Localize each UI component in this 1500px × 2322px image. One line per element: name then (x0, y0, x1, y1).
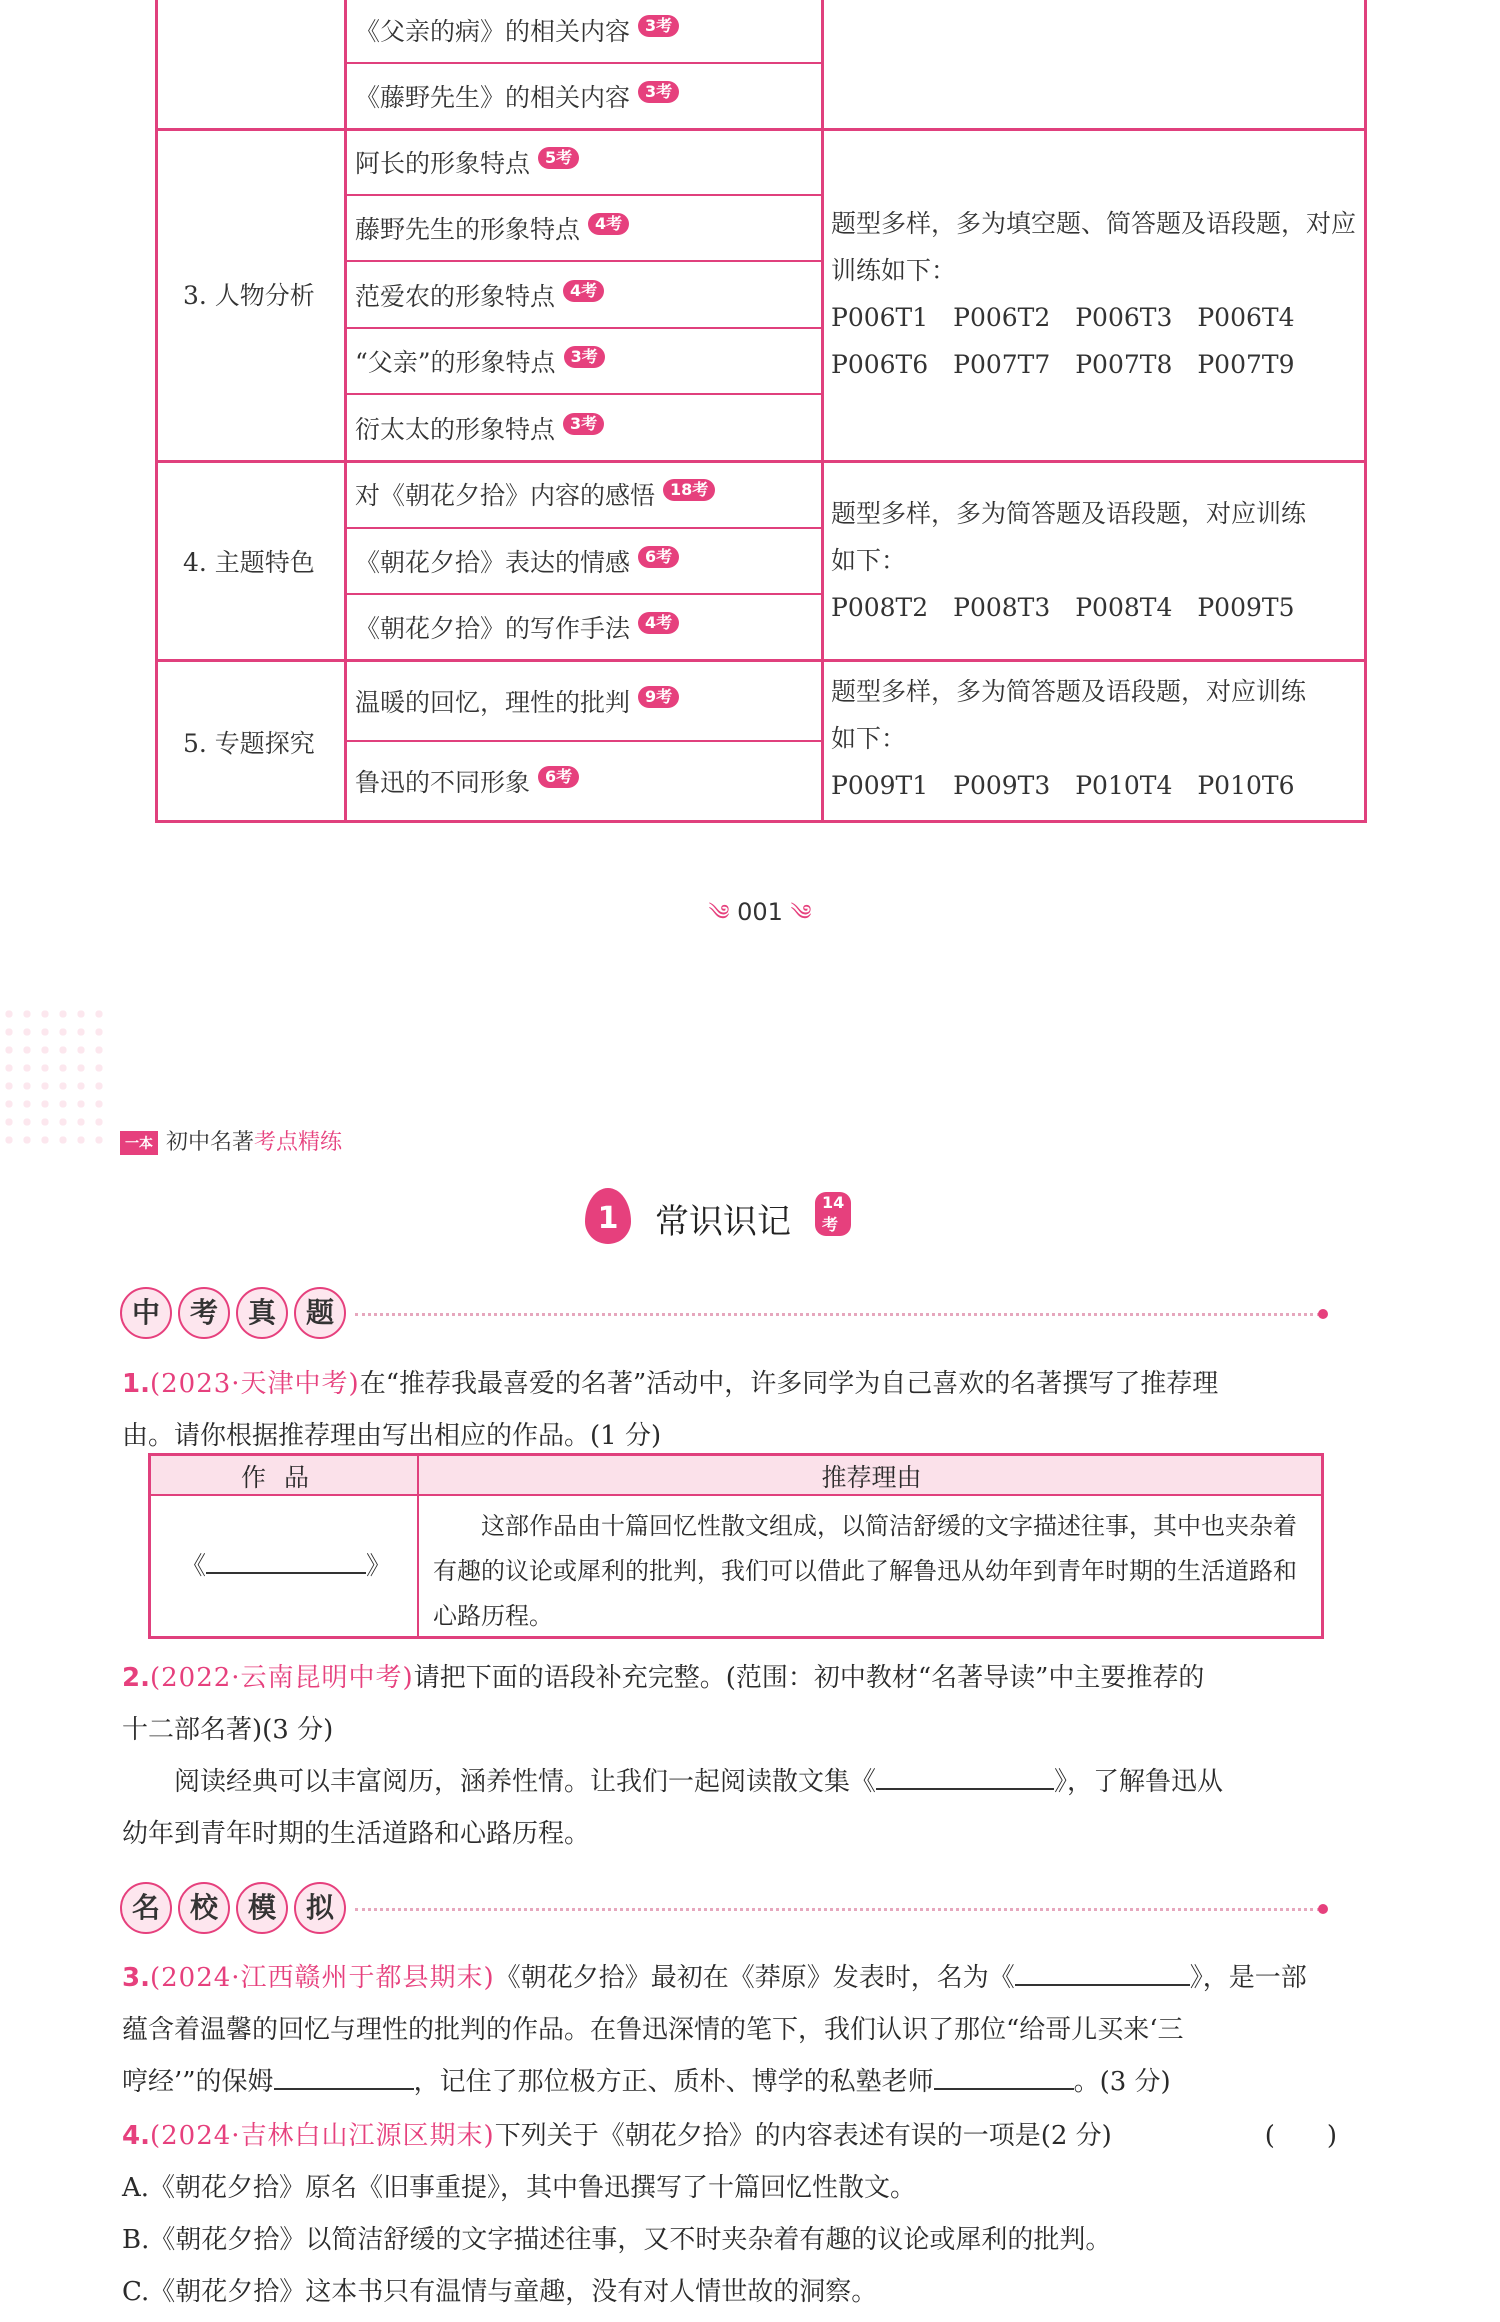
count-badge: 5考 (538, 147, 579, 169)
divider (355, 1908, 1320, 1911)
table-row: 阿长的形象特点 5考 (355, 144, 579, 180)
table-row: 《朝花夕拾》的写作手法 4考 (355, 609, 679, 645)
swirl-right-icon: ༄ (790, 901, 812, 926)
count-badge: 6考 (638, 546, 679, 568)
table-row: 衍太太的形象特点 3考 (355, 410, 604, 446)
training-desc: 题型多样，多为简答题及语段题，对应训练 如下： P008T2 P008T3 P008T4 P009T5 (831, 499, 1307, 622)
table-row: 藤野先生的形象特点 4考 (355, 210, 629, 246)
count-badge: 4考 (638, 612, 679, 634)
group-label: 5. 专题探究 (183, 729, 315, 758)
col-header-work: 作品 (240, 1463, 327, 1492)
divider (355, 1313, 1320, 1316)
answer-work: 《 》 (181, 1546, 391, 1582)
count-badge: 4考 (588, 213, 629, 235)
question-1: 1.(2023·天津中考)在“推荐我最喜爱的名著”活动中，许多同学为自己喜欢的名著撰写了推荐理 由。请你根据推荐理由写出相应的作品。(1 分) (122, 1369, 1219, 1451)
group-label: 3. 人物分析 (183, 281, 315, 310)
recommendation-table (148, 1453, 1324, 1639)
page-number: ༄ 001 ༄ (708, 898, 812, 926)
group-label: 4. 主题特色 (183, 548, 315, 577)
table-row: 《父亲的病》的相关内容 3考 (355, 12, 679, 48)
book-logo: 一本 (120, 1131, 158, 1155)
decorative-pattern (0, 1005, 108, 1147)
question-4: 4.(2024·吉林白山江源区期末)下列关于《朝花夕拾》的内容表述有误的一项是(2 分) ( ) A.《朝花夕拾》原名《旧事重提》，其中鲁迅撰写了十篇回忆性散文。 B.《朝花夕拾》以简洁舒缓的文字描述往事，又不时夹杂着有趣的议论或犀利的批判。 C.《朝花夕拾》这本书只有温情与童趣，没有对人情世故的洞察。 (122, 2110, 1337, 2318)
col-header-reason: 推荐理由 (821, 1463, 922, 1492)
answer-blank[interactable] (206, 1546, 366, 1574)
question-2: 2.(2022·云南昆明中考)请把下面的语段补充完整。(范围：初中教材“名著导读”中主要推荐的 十二部名著)(3 分) 阅读经典可以丰富阅历，涵养性情。让我们一起阅读散文集《 》，了解鲁迅从 幼年到青年时期的生活道路和心路历程。 (122, 1663, 1224, 1849)
training-desc: 题型多样，多为填空题、简答题及语段题，对应 训练如下： P006T1 P006T2 P006T3 P006T4 P006T6 P007T7 P007T8 P007T9 (831, 209, 1357, 379)
count-badge: 3考 (563, 413, 604, 435)
answer-blank[interactable] (274, 2062, 414, 2090)
flame-number-icon: 1 (585, 1188, 631, 1244)
count-badge: 3考 (564, 346, 605, 368)
option-b[interactable]: B.《朝花夕拾》以简洁舒缓的文字描述往事，又不时夹杂着有趣的议论或犀利的批判。 (122, 2225, 1112, 2255)
reason-text: 这部作品由十篇回忆性散文组成，以简洁舒缓的文字描述往事，其中也夹杂着有趣的议论或犀利的批判，我们可以借此了解鲁迅从幼年到青年时期的生活道路和心路历程。 (433, 1512, 1297, 1630)
training-desc: 题型多样，多为简答题及语段题，对应训练 如下： P009T1 P009T3 P010T4 P010T6 (831, 677, 1307, 800)
count-badge: 3考 (638, 15, 679, 37)
count-badge: 6考 (538, 766, 579, 788)
divider-dot (1318, 1904, 1328, 1914)
table-row: 温暖的回忆，理性的批判 9考 (355, 683, 679, 719)
question-3: 3.(2024·江西赣州于都县期末)《朝花夕拾》最初在《莽原》发表时，名为《 》，是一部 蕴含着温馨的回忆与理性的批判的作品。在鲁迅深情的笔下，我们认识了那位“给哥儿买来‘三 哼经’”的保姆 ，记住了那位极方正、质朴、博学的私塾老师 。(3 分) (122, 1952, 1337, 2108)
answer-paren[interactable]: ( ) (1264, 2121, 1337, 2151)
count-badge: 9考 (638, 686, 679, 708)
option-a[interactable]: A.《朝花夕拾》原名《旧事重提》，其中鲁迅撰写了十篇回忆性散文。 (122, 2173, 917, 2203)
option-c[interactable]: C.《朝花夕拾》这本书只有温情与童趣，没有对人情世故的洞察。 (122, 2277, 878, 2307)
count-badge: 18考 (663, 479, 715, 501)
exam-points-table (155, 0, 1367, 823)
count-badge: 14考 (815, 1192, 851, 1236)
divider-dot (1318, 1309, 1328, 1319)
table-row: 范爱农的形象特点 4考 (355, 277, 604, 313)
section-title-text: 常识识记 (655, 1202, 791, 1242)
heading-mingxiao: 名 校 模 拟 (120, 1882, 352, 1934)
answer-blank[interactable] (1015, 1958, 1190, 1986)
table-row: 《藤野先生》的相关内容 3考 (355, 78, 679, 114)
table-row: 鲁迅的不同形象 6考 (355, 763, 579, 799)
table-row: 《朝花夕拾》表达的情感 6考 (355, 543, 679, 579)
answer-blank[interactable] (934, 2062, 1074, 2090)
table-row: 对《朝花夕拾》内容的感悟 18考 (355, 476, 715, 512)
count-badge: 3考 (638, 81, 679, 103)
running-header: 一本 初中名著考点精练 (120, 1125, 342, 1156)
table-row: “父亲”的形象特点 3考 (355, 343, 605, 379)
heading-zhongkao: 中 考 真 题 (120, 1287, 352, 1339)
count-badge: 4考 (563, 280, 604, 302)
answer-blank[interactable] (876, 1762, 1054, 1790)
swirl-left-icon: ༄ (708, 901, 730, 926)
